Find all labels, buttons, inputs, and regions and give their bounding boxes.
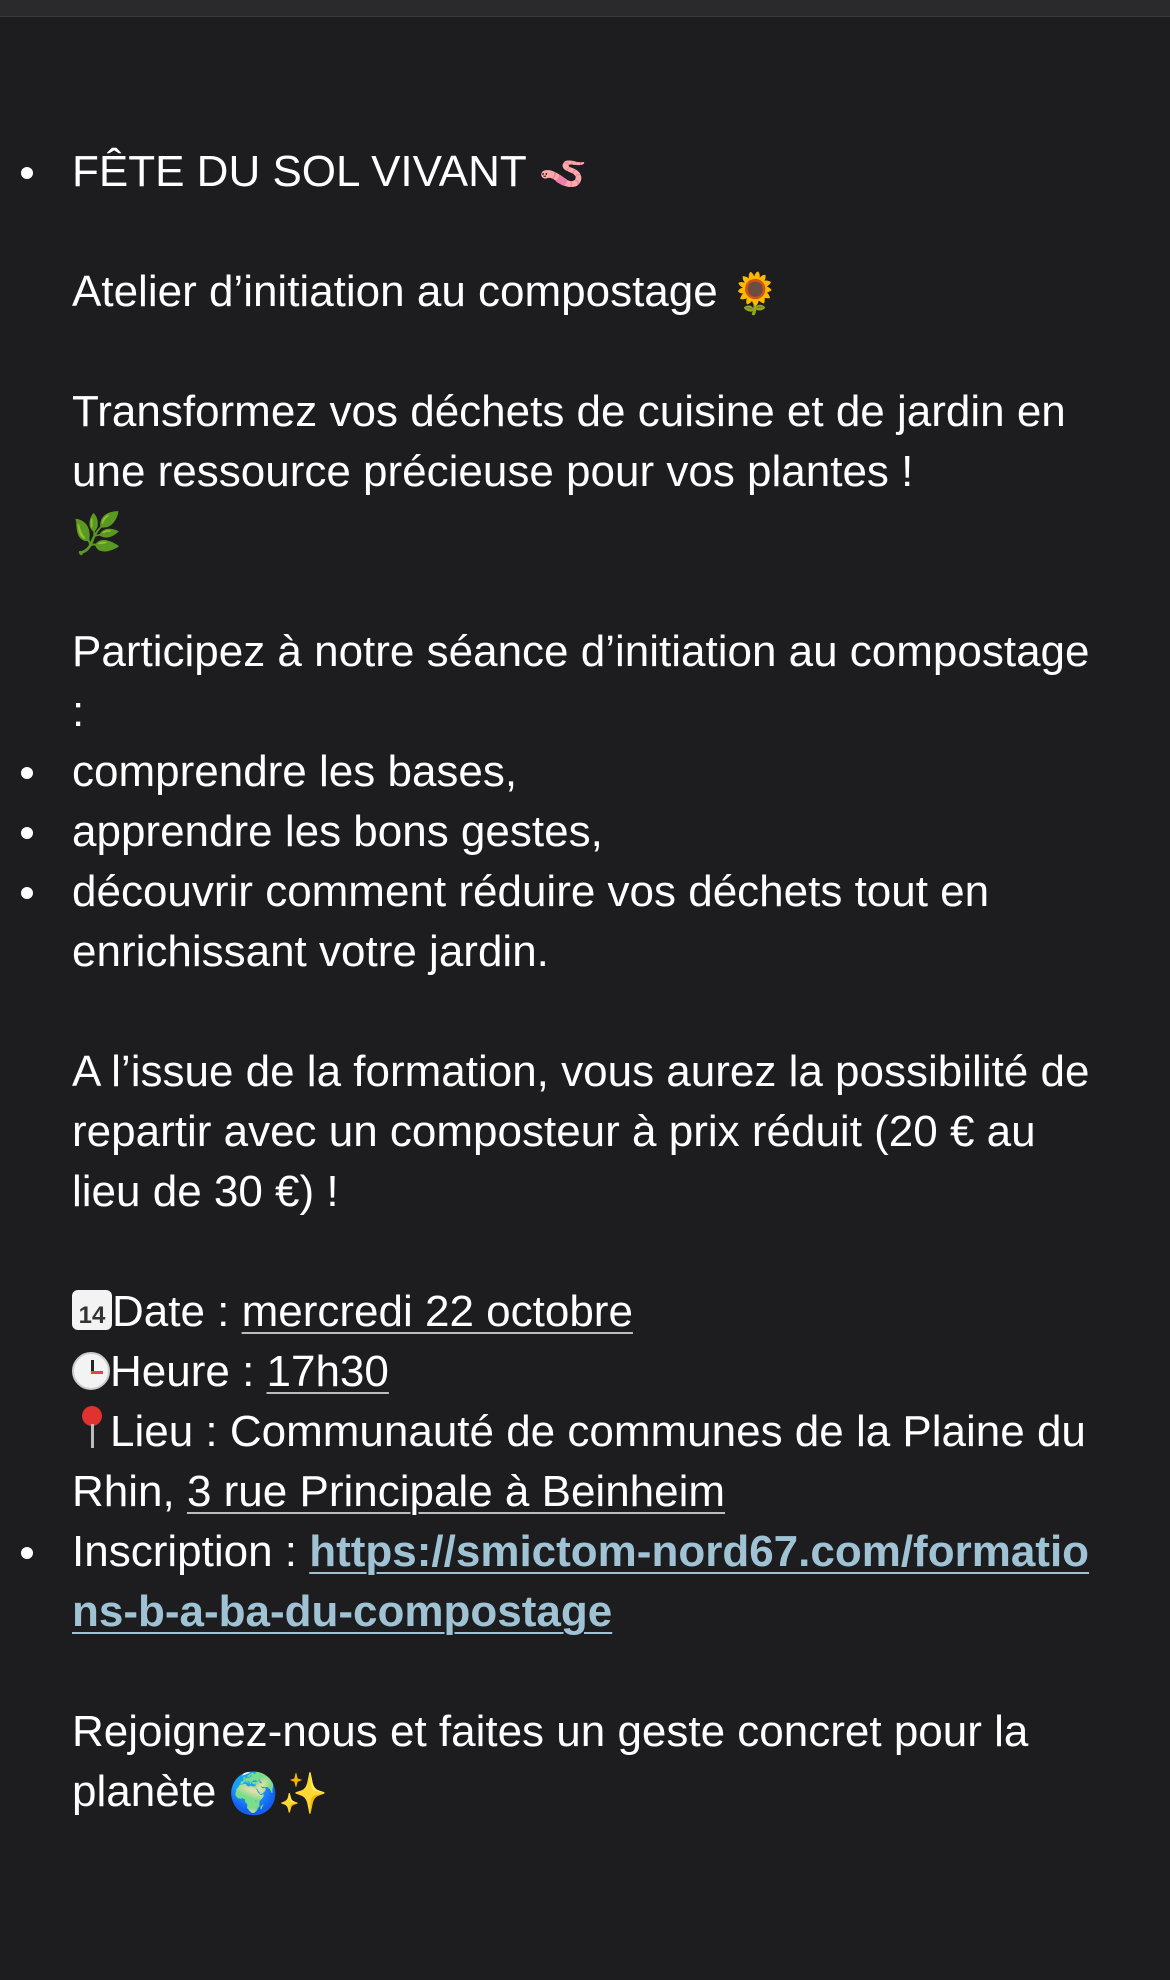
place-label: Lieu : Communauté de communes de la Plaine du Rhin, xyxy=(72,1407,1086,1516)
time-line xyxy=(72,1342,1112,1402)
message-body xyxy=(72,142,1112,1822)
list-item: apprendre les bons gestes, xyxy=(72,802,1112,862)
sunflower-icon: 🌻 xyxy=(729,272,780,317)
registration-link[interactable]: https://smictom-nord67.com/formations-b-a-ba-du-compostage xyxy=(72,1527,1090,1636)
window-top-edge xyxy=(0,0,1170,17)
bullet-list xyxy=(72,742,1112,982)
time-value[interactable]: 17h30 xyxy=(266,1347,389,1396)
date-label: Date : xyxy=(112,1287,242,1336)
participate-text: Participez à notre séance d’initiation au compostage : xyxy=(72,627,1090,736)
list-item: comprendre les bases, xyxy=(72,742,1112,802)
offer-text: A l’issue de la formation, vous aurez la possibilité de repartir avec un composteur à prix réduit (20 € au lieu de 30 €) ! xyxy=(72,1047,1090,1216)
intro-paragraph xyxy=(72,382,1112,562)
date-line xyxy=(72,1282,1112,1342)
subtitle-line xyxy=(72,262,1112,322)
clock-icon xyxy=(72,1352,110,1390)
globe-sparkles-icon: 🌍✨ xyxy=(228,1772,329,1817)
time-label: Heure : xyxy=(110,1347,267,1396)
event-title: FÊTE DU SOL VIVANT xyxy=(72,147,526,196)
subtitle: Atelier d’initiation au compostage xyxy=(72,267,718,316)
closing-text: Rejoignez-nous et faites un geste concret pour la planète xyxy=(72,1707,1029,1816)
worm-icon: 🪱 xyxy=(538,152,588,197)
title-item xyxy=(72,142,1112,202)
herb-icon: 🌿 xyxy=(72,512,122,557)
calendar-icon: 14 xyxy=(72,1290,112,1330)
date-value[interactable]: mercredi 22 octobre xyxy=(241,1287,633,1336)
registration-list xyxy=(72,1522,1112,1642)
place-line xyxy=(72,1402,1112,1522)
closing-line xyxy=(72,1702,1112,1822)
list-item: découvrir comment réduire vos déchets tout en enrichissant votre jardin. xyxy=(72,862,1112,982)
intro-text: Transformez vos déchets de cuisine et de jardin en une ressource précieuse pour vos plantes ! xyxy=(72,387,1066,496)
pin-icon xyxy=(72,1406,110,1450)
registration-item xyxy=(72,1522,1112,1642)
registration-label: Inscription : xyxy=(72,1527,310,1576)
title-list xyxy=(72,142,1112,202)
address-link[interactable]: 3 rue Principale à Beinheim xyxy=(186,1467,726,1516)
